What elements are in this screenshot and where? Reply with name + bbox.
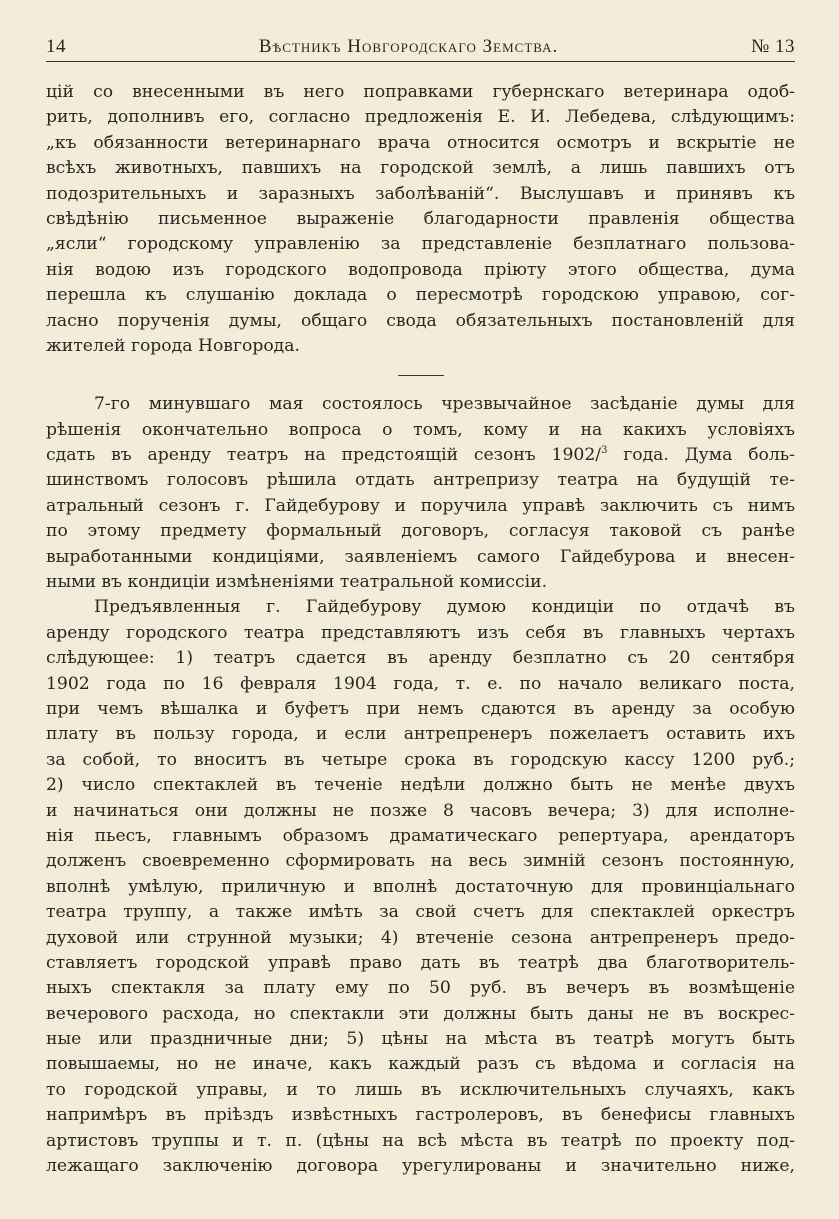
section-divider bbox=[398, 375, 444, 376]
text-segment: сдать въ аренду театръ на предстоящій сезонъ 1902/ bbox=[46, 445, 602, 466]
paragraph-3 bbox=[46, 595, 795, 1179]
text-line: 7-го минувшаго мая состоялось чрезвычайное засѣданіе думы для bbox=[94, 394, 795, 415]
text-line: рѣшенія окончательно вопроса о томъ, кому и на какихъ условіяхъ bbox=[46, 419, 795, 440]
text-line: при чемъ вѣшалка и буфетъ при немъ сдаются въ аренду за особую bbox=[46, 698, 795, 719]
text-line: ласно порученія думы, общаго свода обязательныхъ постановленій для bbox=[46, 310, 795, 331]
text-segment: года. Дума боль- bbox=[607, 445, 795, 466]
text-line: подозрительныхъ и заразныхъ заболѣваній“. Выслушавъ и принявъ къ bbox=[46, 183, 795, 204]
text-line: за собой, то вноситъ въ четыре срока въ городскую кассу 1200 руб.; bbox=[46, 749, 795, 770]
text-line: и начинаться они должны не позже 8 часовъ вечера; 3) для исполне- bbox=[46, 800, 795, 821]
text-line: свѣдѣнію письменное выраженіе благодарности правленія общества bbox=[46, 208, 795, 229]
header-rule bbox=[46, 61, 795, 62]
text-line: ными въ кондиціи измѣненіями театральной комиссіи. bbox=[46, 572, 548, 593]
text-line: всѣхъ животныхъ, павшихъ на городской землѣ, а лишь павшихъ отъ bbox=[46, 158, 795, 179]
fraction-superscript: 3 bbox=[601, 445, 608, 457]
text-line: цій со внесенными въ него поправками губернскаго ветеринара одоб- bbox=[46, 82, 795, 102]
text-line: перешла къ слушанію доклада о пересмотрѣ городскою управою, сог- bbox=[46, 285, 795, 306]
paragraph-1 bbox=[46, 80, 795, 359]
text-line: „ясли“ городскому управленію за представленіе безплатнаго пользова- bbox=[46, 234, 795, 255]
text-line: аренду городского театра представляютъ изъ себя въ главныхъ чертахъ bbox=[46, 622, 795, 643]
text-line: артистовъ труппы и т. п. (цѣны на всѣ мѣста въ театрѣ по проекту под- bbox=[46, 1130, 795, 1151]
text-line: то городской управы, и то лишь въ исключительныхъ случаяхъ, какъ bbox=[46, 1079, 795, 1100]
text-line: атральный сезонъ г. Гайдебурову и поручила управѣ заключить съ нимъ bbox=[46, 495, 795, 516]
text-line: ныхъ спектакля за плату ему по 50 руб. въ вечеръ въ возмѣщеніе bbox=[46, 978, 795, 999]
text-line: шинствомъ голосовъ рѣшила отдать антрепризу театра на будущій те- bbox=[46, 470, 795, 491]
text-line-with-fraction bbox=[46, 443, 795, 468]
text-line: выработанными кондиціями, заявленіемъ самого Гайдебурова и внесен- bbox=[46, 546, 795, 567]
text-line: театра труппу, а также имѣть за свой счетъ для спектаклей оркестръ bbox=[46, 902, 795, 923]
text-line: напримѣръ въ пріѣздъ извѣстныхъ гастролеровъ, въ бенефисы главныхъ bbox=[46, 1105, 795, 1126]
text-line: плату въ пользу города, и если антрепренеръ пожелаетъ оставить ихъ bbox=[46, 724, 795, 745]
journal-title: Вѣстникъ Новгородскаго Земства. bbox=[258, 36, 559, 57]
text-line: нія пьесъ, главнымъ образомъ драматическаго репертуара, арендаторъ bbox=[46, 825, 795, 846]
text-line: вечерового расхода, но спектакли эти должны быть даны не въ воскрес- bbox=[46, 1003, 795, 1024]
page-body bbox=[46, 80, 795, 1179]
text-line: рить, дополнивъ его, согласно предложенія Е. И. Лебедева, слѣдующимъ: bbox=[46, 107, 795, 128]
text-line: слѣдующее: 1) театръ сдается въ аренду безплатно съ 20 сентября bbox=[46, 648, 795, 669]
text-line: лежащаго заключенію договора урегулированы и значительно ниже, bbox=[46, 1156, 795, 1177]
issue-number: № 13 bbox=[751, 36, 795, 57]
text-line: ставляетъ городской управѣ право дать въ театрѣ два благотворитель- bbox=[46, 952, 795, 973]
text-line: нія водою изъ городского водопровода пріюту этого общества, дума bbox=[46, 259, 795, 280]
text-line: духовой или струнной музыки; 4) втеченіе сезона антрепренеръ предо- bbox=[46, 927, 795, 948]
text-line: 2) число спектаклей въ теченіе недѣли должно быть не менѣе двухъ bbox=[46, 775, 795, 796]
page-number: 14 bbox=[46, 36, 66, 57]
text-line: вполнѣ умѣлую, приличную и вполнѣ достаточную для провинціальнаго bbox=[46, 876, 795, 897]
text-line: Предъявленныя г. Гайдебурову думою кондиціи по отдачѣ въ bbox=[94, 597, 795, 618]
paragraph-2 bbox=[46, 392, 795, 595]
running-head bbox=[46, 30, 795, 58]
text-line: по этому предмету формальный договоръ, согласуя таковой съ ранѣе bbox=[46, 521, 795, 542]
text-line: 1902 года по 16 февраля 1904 года, т. е. по начало великаго поста, bbox=[46, 673, 795, 694]
text-line: ные или праздничные дни; 5) цѣны на мѣста въ театрѣ могутъ быть bbox=[46, 1029, 795, 1050]
text-line: повышаемы, но не иначе, какъ каждый разъ съ вѣдома и согласія на bbox=[46, 1054, 795, 1075]
text-line: жителей города Новгорода. bbox=[46, 335, 300, 356]
text-line: долженъ своевременно сформировать на весь зимній сезонъ постоянную, bbox=[46, 851, 795, 872]
text-line: „къ обязанности ветеринарнаго врача относится осмотръ и вскрытіе не bbox=[46, 132, 795, 153]
